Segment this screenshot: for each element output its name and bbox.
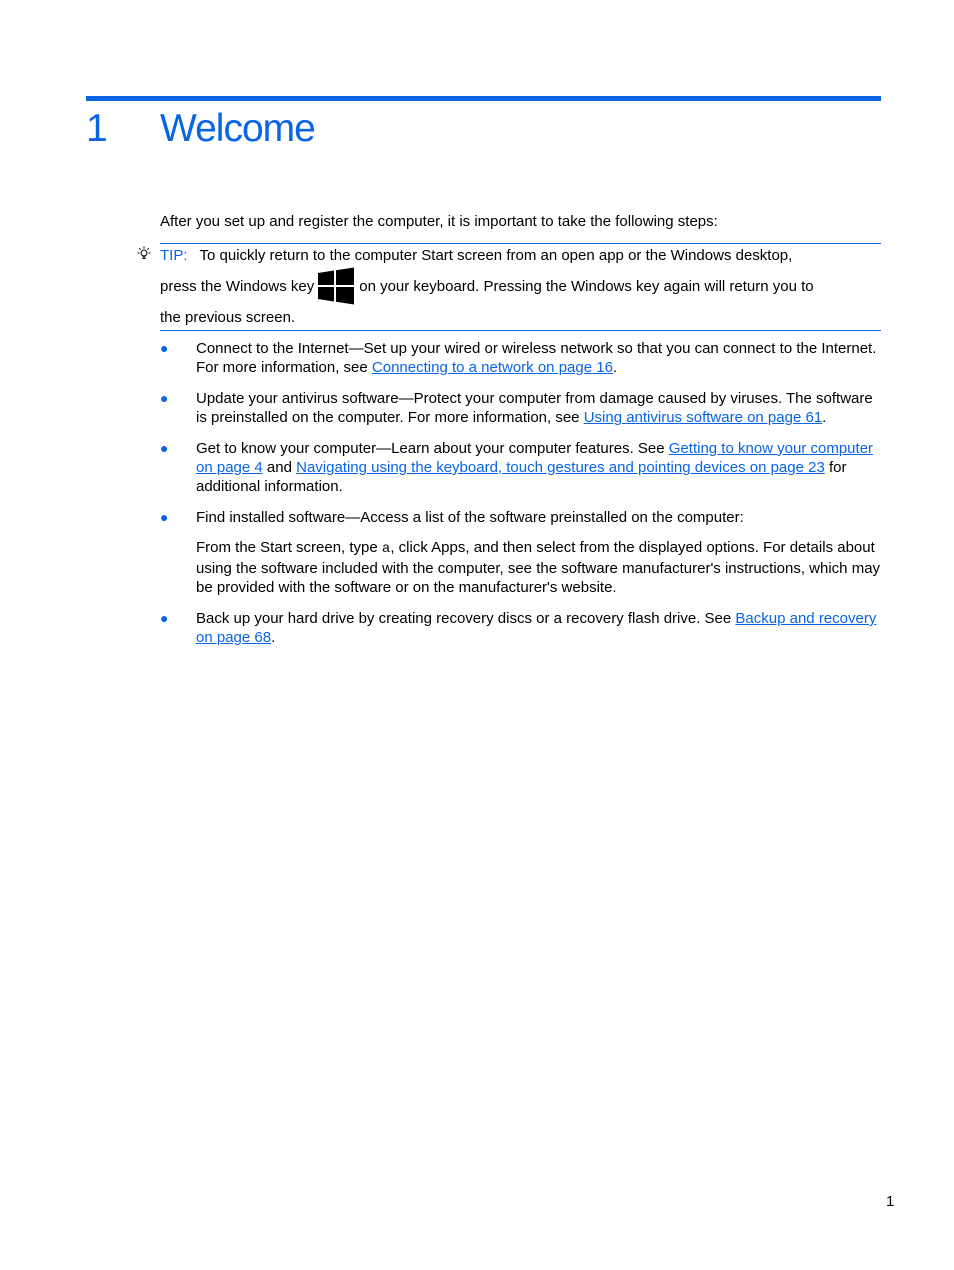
chapter-rule (86, 96, 881, 101)
lightbulb-icon (137, 246, 151, 262)
tip-label: TIP: (160, 247, 188, 264)
windows-key-icon (317, 266, 355, 306)
sub-paragraph (196, 538, 881, 597)
tip-text-3: the previous screen. (160, 309, 296, 326)
list-item (160, 609, 881, 647)
tip-box (160, 243, 881, 331)
tip-text-2b: on your keyboard. Pressing the Windows key again will return you to (359, 278, 814, 295)
tip-text-2a: press the Windows key (160, 278, 315, 295)
item-text: —Learn about your computer features. See (376, 440, 669, 457)
link-antivirus-software[interactable]: Using antivirus software on page 61 (583, 409, 823, 426)
item-lead: Update your antivirus software (196, 390, 399, 407)
list-item (160, 339, 881, 377)
link-getting-to-know[interactable]: Getting to know your computer on page 4 (196, 440, 874, 476)
bullet-icon: ● (160, 509, 169, 525)
item-text: —Access a list of the software preinstalled on the computer: (345, 509, 744, 526)
item-end: . (271, 629, 276, 646)
intro-paragraph: After you set up and register the computer, it is important to take the following steps: (160, 213, 718, 230)
bullet-icon: ● (160, 610, 169, 626)
list-item (160, 389, 881, 427)
item-end: . (822, 409, 827, 426)
sub-text-mid: , click (390, 539, 432, 556)
item-lead: Find installed software (196, 509, 346, 526)
apps-label: Apps (431, 539, 466, 556)
bullet-icon: ● (160, 440, 169, 456)
bullet-icon: ● (160, 390, 169, 406)
page-number: 1 (886, 1193, 895, 1210)
tip-line-3 (160, 308, 295, 327)
tip-line-2 (160, 267, 814, 307)
item-text: —Set up your wired or wireless network so that you can connect to the Internet. For more information, see (196, 340, 877, 376)
link-backup-recovery[interactable]: Backup and recovery on page 68 (196, 610, 877, 646)
sub-text: From the Start screen, type (196, 539, 382, 556)
item-end: for additional information. (196, 459, 847, 495)
item-lead: Get to know your computer (196, 440, 377, 457)
tip-text-1: To quickly return to the computer Start screen from an open app or the Windows desktop, (199, 247, 793, 264)
chapter-title: Welcome (160, 107, 315, 150)
list-item (160, 439, 881, 496)
list-item (160, 508, 881, 597)
item-text: Back up your hard drive by creating recovery discs or a recovery flash drive. See (196, 610, 736, 627)
link-connecting-network[interactable]: Connecting to a network on page 16 (371, 359, 613, 376)
steps-list (160, 339, 881, 659)
item-text: —Protect your computer from damage caused by viruses. The software is preinstalled on the computer. For more information, see (196, 390, 873, 426)
item-end: . (612, 359, 618, 376)
code-text: a (381, 541, 391, 557)
chapter-number: 1 (86, 107, 107, 150)
item-lead: Connect to the Internet (196, 340, 349, 357)
sub-text-after: , and then select from the displayed options. For details about using the software included with the computer, see the software manufacturer's instructions, which may be provided with the software or on the manufacturer's website. (196, 539, 881, 596)
tip-line-1 (160, 246, 792, 265)
item-text-mid: and (262, 459, 297, 476)
link-navigating[interactable]: Navigating using the keyboard, touch gestures and pointing devices on page 23 (296, 459, 825, 476)
bullet-icon: ● (160, 340, 169, 356)
